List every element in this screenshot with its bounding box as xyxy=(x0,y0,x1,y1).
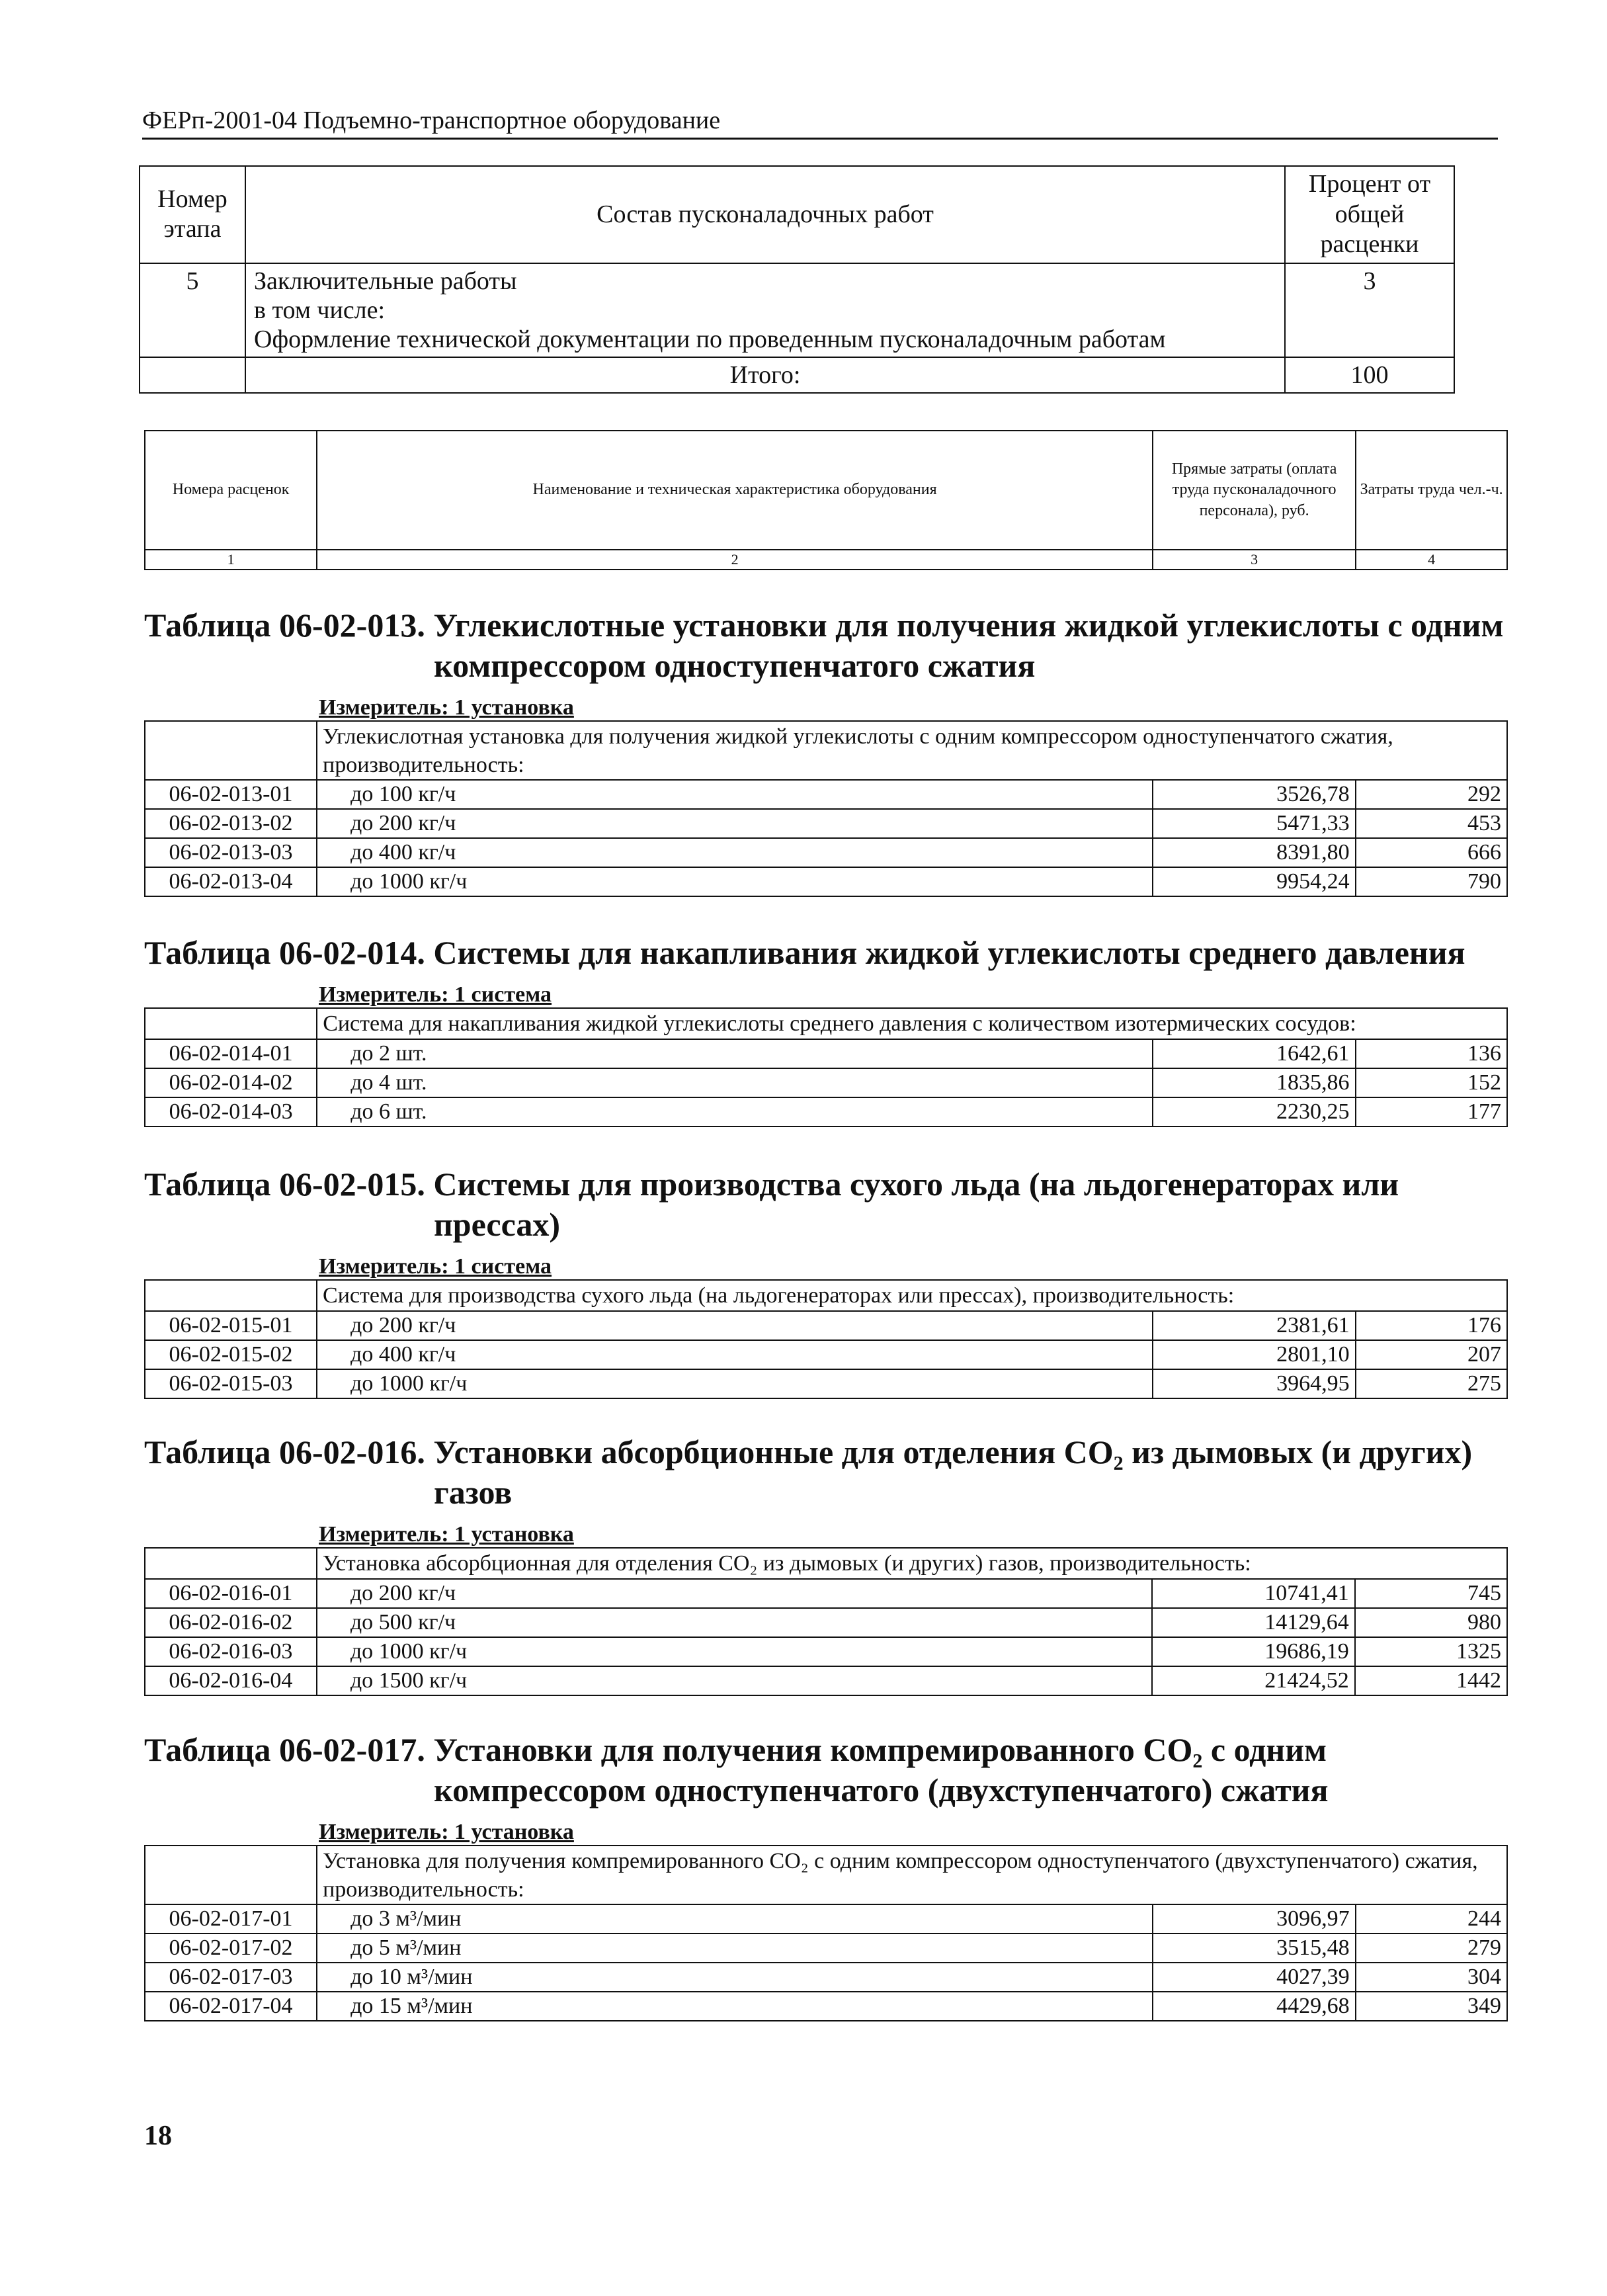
rate-code: 06-02-016-03 xyxy=(145,1637,317,1666)
direct-cost: 3964,95 xyxy=(1153,1369,1355,1398)
col-stage-number: Номер этапа xyxy=(140,166,245,263)
table-row xyxy=(145,1340,1507,1369)
equipment-name: до 4 шт. xyxy=(317,1068,1153,1097)
columns-header-row xyxy=(145,431,1507,550)
labor-cost: 275 xyxy=(1356,1369,1507,1398)
table-row xyxy=(145,1934,1507,1963)
stage-line-1: Заключительные работы xyxy=(254,267,517,295)
table-row xyxy=(145,1608,1507,1637)
col-number-4: 4 xyxy=(1356,550,1507,570)
equipment-name: до 6 шт. xyxy=(317,1097,1153,1127)
labor-cost: 304 xyxy=(1356,1963,1507,1992)
table-row xyxy=(145,1963,1507,1992)
columns-number-row xyxy=(145,550,1507,570)
section-title: Таблица 06-02-014. Системы для накапливания жидкой углекислоты среднего давления xyxy=(144,934,1465,971)
table-row xyxy=(145,1637,1507,1666)
direct-cost: 9954,24 xyxy=(1153,867,1355,896)
table-row xyxy=(145,838,1507,867)
equipment-name: до 400 кг/ч xyxy=(317,838,1153,867)
rate-code: 06-02-013-01 xyxy=(145,780,317,809)
section-table xyxy=(144,1547,1508,1696)
total-empty-cell xyxy=(140,357,245,393)
labor-cost: 453 xyxy=(1356,809,1507,838)
direct-cost: 2381,61 xyxy=(1153,1311,1355,1340)
labor-cost: 177 xyxy=(1356,1097,1507,1127)
table-row xyxy=(145,1579,1507,1608)
rate-code: 06-02-013-02 xyxy=(145,809,317,838)
direct-cost: 19686,19 xyxy=(1152,1637,1355,1666)
rate-code: 06-02-015-01 xyxy=(145,1311,317,1340)
equipment-name: до 5 м³/мин xyxy=(317,1934,1153,1963)
section-title: Таблица 06-02-016. Установки абсорбционные для отделения CO₂ из дымовых (и других) газов xyxy=(144,1433,1473,1511)
equipment-name: до 1000 кг/ч xyxy=(317,1637,1152,1666)
labor-cost: 980 xyxy=(1355,1608,1507,1637)
equipment-name: до 1000 кг/ч xyxy=(317,867,1153,896)
section-measure: Измеритель: 1 установка xyxy=(319,695,574,720)
labor-cost: 790 xyxy=(1356,867,1507,896)
rate-code: 06-02-015-03 xyxy=(145,1369,317,1398)
section-measure: Измеритель: 1 установка xyxy=(319,1522,574,1547)
direct-cost: 2801,10 xyxy=(1153,1340,1355,1369)
rate-code: 06-02-013-04 xyxy=(145,867,317,896)
direct-cost: 2230,25 xyxy=(1153,1097,1355,1127)
section-title: Таблица 06-02-013. Углекислотные установки для получения жидкой углекислоты с одним компрессором одноступенчатого сжатия xyxy=(144,607,1504,684)
labor-cost: 176 xyxy=(1356,1311,1507,1340)
direct-cost: 14129,64 xyxy=(1152,1608,1355,1637)
col-direct-costs: Прямые затраты (оплата труда пусконаладочного персонала), руб. xyxy=(1153,431,1356,550)
direct-cost: 3526,78 xyxy=(1153,780,1355,809)
rate-code: 06-02-017-03 xyxy=(145,1963,317,1992)
rate-code: 06-02-014-03 xyxy=(145,1097,317,1127)
rate-code: 06-02-014-02 xyxy=(145,1068,317,1097)
page-number: 18 xyxy=(144,2121,172,2151)
col-number-1: 1 xyxy=(145,550,317,570)
labor-cost: 136 xyxy=(1356,1039,1507,1068)
description-text: Установка для получения компремированного CO₂ с одним компрессором одноступенчатого (двухступенчатого) сжатия, производительность: xyxy=(317,1846,1507,1904)
equipment-name: до 100 кг/ч xyxy=(317,780,1153,809)
equipment-name: до 200 кг/ч xyxy=(317,1579,1152,1608)
description-row xyxy=(145,1548,1507,1579)
running-header: ФЕРп-2001-04 Подъемно-транспортное оборудование xyxy=(142,106,1498,140)
direct-cost: 1642,61 xyxy=(1153,1039,1355,1068)
section-06-02-017 xyxy=(144,1730,1508,2021)
table-row xyxy=(145,1992,1507,2021)
stages-header-row xyxy=(140,166,1454,263)
section-measure: Измеритель: 1 установка xyxy=(319,1820,574,1844)
stage-number: 5 xyxy=(140,263,245,357)
equipment-name: до 1000 кг/ч xyxy=(317,1369,1153,1398)
labor-cost: 279 xyxy=(1356,1934,1507,1963)
section-table xyxy=(144,1007,1508,1127)
direct-cost: 4027,39 xyxy=(1153,1963,1355,1992)
section-06-02-015 xyxy=(144,1164,1508,1399)
equipment-name: до 500 кг/ч xyxy=(317,1608,1152,1637)
equipment-name: до 200 кг/ч xyxy=(317,1311,1153,1340)
rate-code: 06-02-016-01 xyxy=(145,1579,317,1608)
stage-percent: 3 xyxy=(1285,263,1454,357)
table-row xyxy=(145,809,1507,838)
col-work-composition: Состав пусконаладочных работ xyxy=(245,166,1285,263)
description-row xyxy=(145,1280,1507,1311)
labor-cost: 207 xyxy=(1356,1340,1507,1369)
section-title: Таблица 06-02-015. Системы для производства сухого льда (на льдогенераторах или прессах) xyxy=(144,1166,1399,1243)
section-table xyxy=(144,1845,1508,2021)
description-row xyxy=(145,721,1507,780)
section-title: Таблица 06-02-017. Установки для получения компремированного CO₂ с одним компрессором одноступенчатого (двухступенчатого) сжатия xyxy=(144,1731,1329,1808)
labor-cost: 244 xyxy=(1356,1904,1507,1934)
direct-cost: 8391,80 xyxy=(1153,838,1355,867)
equipment-name: до 2 шт. xyxy=(317,1039,1153,1068)
stage-line-3: Оформление технической документации по проведенным пусконаладочным работам xyxy=(254,325,1166,353)
direct-cost: 21424,52 xyxy=(1152,1666,1355,1695)
equipment-name: до 400 кг/ч xyxy=(317,1340,1153,1369)
table-row xyxy=(145,1666,1507,1695)
col-labor-costs: Затраты труда чел.-ч. xyxy=(1356,431,1507,550)
labor-cost: 745 xyxy=(1355,1579,1507,1608)
stage-line-2: в том числе: xyxy=(254,296,386,324)
table-row xyxy=(145,1904,1507,1934)
col-percent: Процент от общей расценки xyxy=(1285,166,1454,263)
col-rate-numbers: Номера расценок xyxy=(145,431,317,550)
description-text: Система для накапливания жидкой углекислоты среднего давления с количеством изотермических сосудов: xyxy=(317,1008,1507,1039)
table-row xyxy=(145,867,1507,896)
total-label: Итого: xyxy=(245,357,1285,393)
rate-code: 06-02-017-04 xyxy=(145,1992,317,2021)
description-row xyxy=(145,1008,1507,1039)
rate-code: 06-02-013-03 xyxy=(145,838,317,867)
description-text: Установка абсорбционная для отделения CO₂ из дымовых (и других) газов, производительность: xyxy=(317,1548,1507,1579)
labor-cost: 292 xyxy=(1356,780,1507,809)
direct-cost: 3096,97 xyxy=(1153,1904,1355,1934)
stage-row xyxy=(140,263,1454,357)
equipment-name: до 200 кг/ч xyxy=(317,809,1153,838)
description-text: Система для производства сухого льда (на льдогенераторах или прессах), производительность: xyxy=(317,1280,1507,1311)
table-row xyxy=(145,1039,1507,1068)
col-number-2: 2 xyxy=(317,550,1153,570)
rate-code: 06-02-016-02 xyxy=(145,1608,317,1637)
labor-cost: 1442 xyxy=(1355,1666,1507,1695)
section-measure: Измеритель: 1 система xyxy=(319,982,552,1007)
rate-code: 06-02-017-01 xyxy=(145,1904,317,1934)
section-table xyxy=(144,1279,1508,1399)
equipment-name: до 15 м³/мин xyxy=(317,1992,1153,2021)
section-measure: Измеритель: 1 система xyxy=(319,1254,552,1279)
direct-cost: 4429,68 xyxy=(1153,1992,1355,2021)
direct-cost: 3515,48 xyxy=(1153,1934,1355,1963)
rate-code: 06-02-016-04 xyxy=(145,1666,317,1695)
equipment-name: до 10 м³/мин xyxy=(317,1963,1153,1992)
direct-cost: 5471,33 xyxy=(1153,809,1355,838)
total-value: 100 xyxy=(1285,357,1454,393)
description-text: Углекислотная установка для получения жидкой углекислоты с одним компрессором одноступенчатого сжатия, производительность: xyxy=(317,721,1507,780)
rate-code: 06-02-015-02 xyxy=(145,1340,317,1369)
labor-cost: 152 xyxy=(1356,1068,1507,1097)
labor-cost: 666 xyxy=(1356,838,1507,867)
table-row xyxy=(145,780,1507,809)
labor-cost: 1325 xyxy=(1355,1637,1507,1666)
columns-header-table xyxy=(144,430,1508,570)
section-table xyxy=(144,720,1508,897)
section-06-02-014 xyxy=(144,933,1508,1127)
rate-code: 06-02-017-02 xyxy=(145,1934,317,1963)
stage-description xyxy=(245,263,1285,357)
table-row xyxy=(145,1311,1507,1340)
section-06-02-013 xyxy=(144,605,1508,897)
equipment-name: до 3 м³/мин xyxy=(317,1904,1153,1934)
direct-cost: 10741,41 xyxy=(1152,1579,1355,1608)
col-number-3: 3 xyxy=(1153,550,1356,570)
table-row xyxy=(145,1369,1507,1398)
section-06-02-016 xyxy=(144,1432,1508,1696)
table-row xyxy=(145,1097,1507,1127)
equipment-name: до 1500 кг/ч xyxy=(317,1666,1152,1695)
col-equipment-name: Наименование и техническая характеристика оборудования xyxy=(317,431,1153,550)
rate-code: 06-02-014-01 xyxy=(145,1039,317,1068)
description-row xyxy=(145,1846,1507,1904)
direct-cost: 1835,86 xyxy=(1153,1068,1355,1097)
table-row xyxy=(145,1068,1507,1097)
labor-cost: 349 xyxy=(1356,1992,1507,2021)
stages-total-row xyxy=(140,357,1454,393)
stages-table xyxy=(139,165,1455,394)
